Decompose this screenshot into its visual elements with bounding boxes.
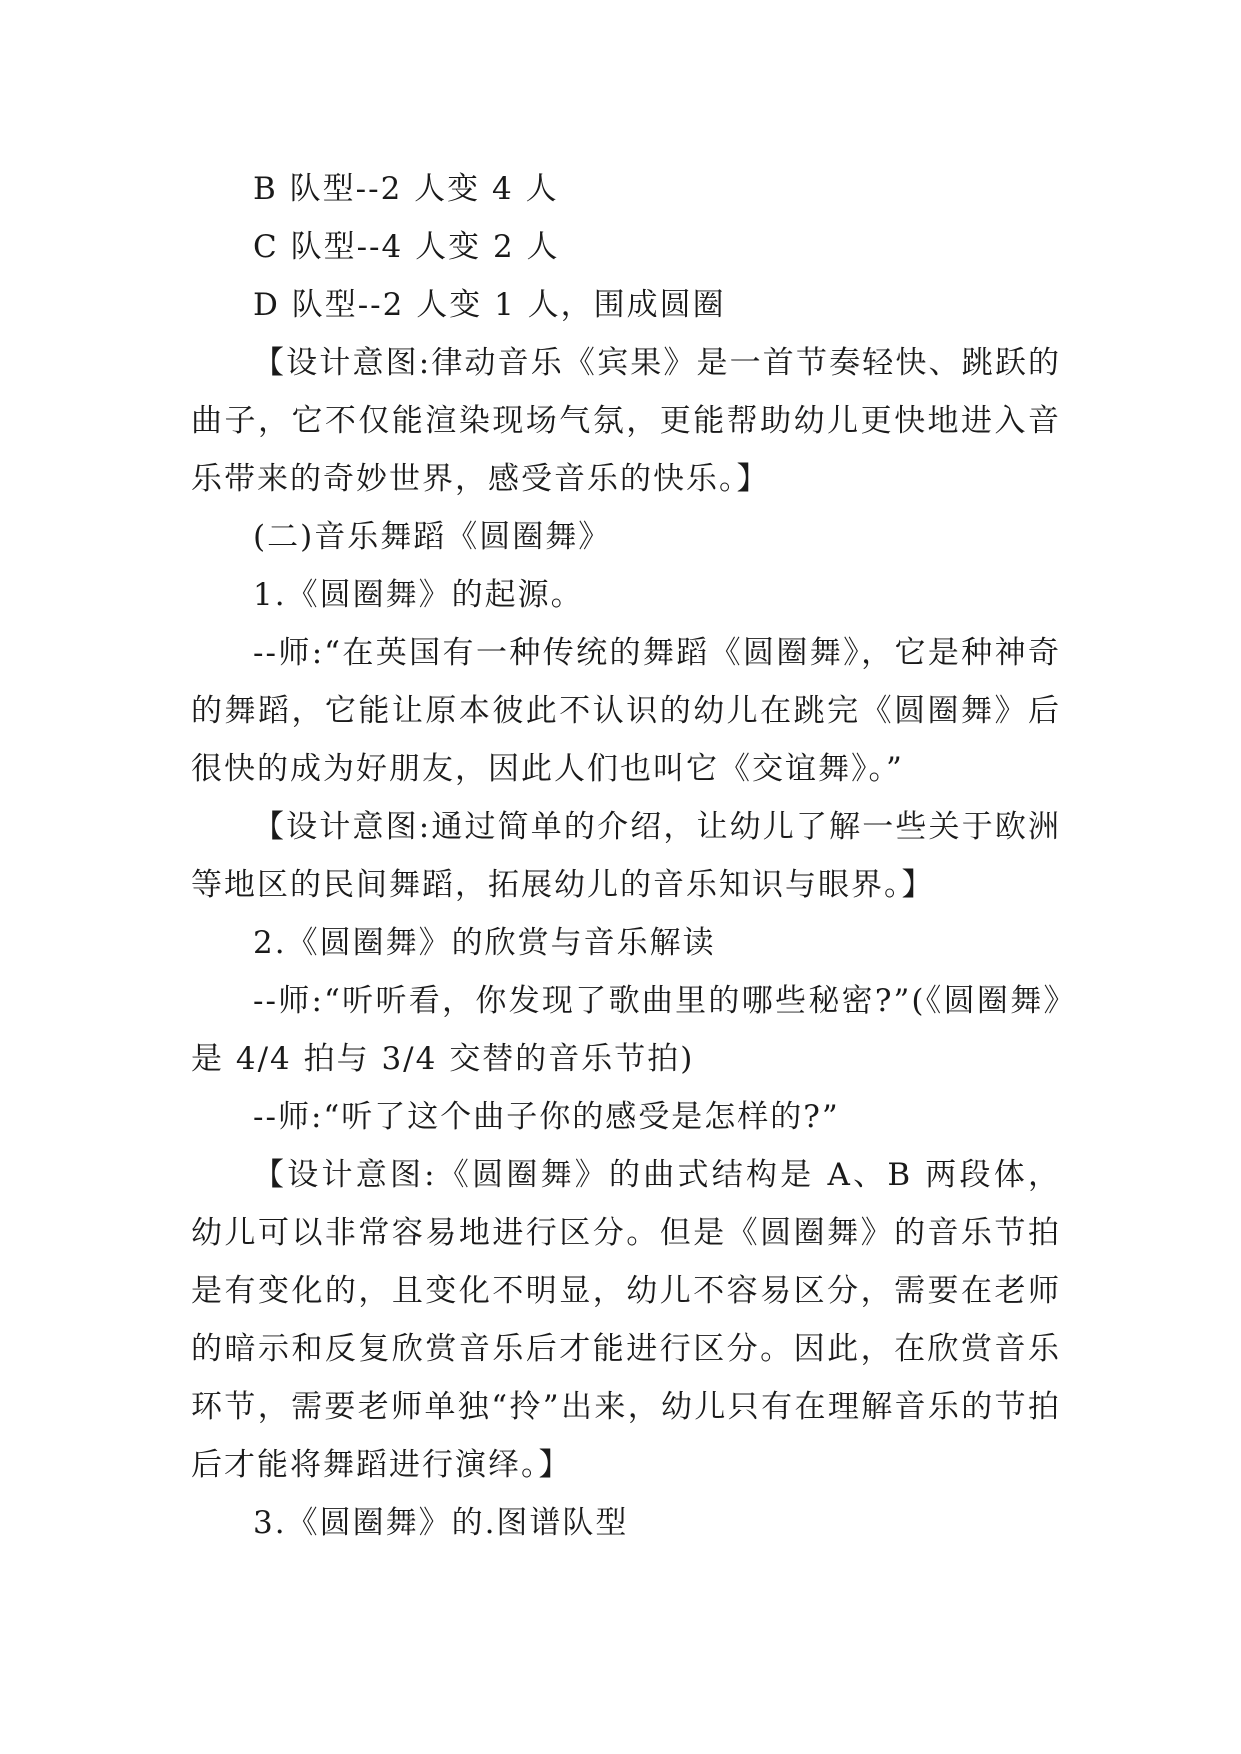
paragraph-teacher-question-2: --师:“听了这个曲子你的感受是怎样的?” xyxy=(253,1099,840,1135)
subheading-appreciation: 2.《圆圈舞》的欣赏与音乐解读 xyxy=(253,925,716,961)
paragraph-teacher-origin: --师:“在英国有一种传统的舞蹈《圆圈舞》，它是种神奇的舞蹈，它能让原本彼此不认识的幼儿在跳完《圆圈舞》后很快的成为好朋友，因此人们也叫它《交谊舞》。” xyxy=(191,635,1061,787)
subheading-origin: 1.《圆圈舞》的起源。 xyxy=(253,577,584,613)
section-heading-circle-dance: (二)音乐舞蹈《圆圈舞》 xyxy=(253,519,612,555)
paragraph-formation-c: C 队型--4 人变 2 人 xyxy=(253,229,560,265)
paragraph-design-intent-structure: 【设计意图:《圆圈舞》的曲式结构是 A、B 两段体，幼儿可以非常容易地进行区分。但是《圆圈舞》的音乐节拍是有变化的，且变化不明显，幼儿不容易区分，需要在老师的暗示和反复欣赏音乐后才能进行区分。因此，在欣赏音乐环节，需要老师单独“拎”出来，幼儿只有在理解音乐的节拍后才能将舞蹈进行演绎。】 xyxy=(191,1157,1061,1483)
paragraph-design-intent-intro: 【设计意图:通过简单的介绍，让幼儿了解一些关于欧洲等地区的民间舞蹈，拓展幼儿的音乐知识与眼界。】 xyxy=(191,809,1061,903)
paragraph-formation-b: B 队型--2 人变 4 人 xyxy=(253,171,559,207)
paragraph-formation-d: D 队型--2 人变 1 人，围成圆圈 xyxy=(253,287,726,323)
subheading-formation-chart: 3.《圆圈舞》的.图谱队型 xyxy=(253,1505,629,1541)
paragraph-design-intent-bingo: 【设计意图:律动音乐《宾果》是一首节奏轻快、跳跃的曲子，它不仅能渲染现场气氛，更能帮助幼儿更快地进入音乐带来的奇妙世界，感受音乐的快乐。】 xyxy=(191,345,1061,497)
document-body xyxy=(191,160,1061,1552)
paragraph-teacher-question-1: --师:“听听看，你发现了歌曲里的哪些秘密?”(《圆圈舞》是 4/4 拍与 3/4 交替的音乐节拍) xyxy=(191,983,1061,1077)
